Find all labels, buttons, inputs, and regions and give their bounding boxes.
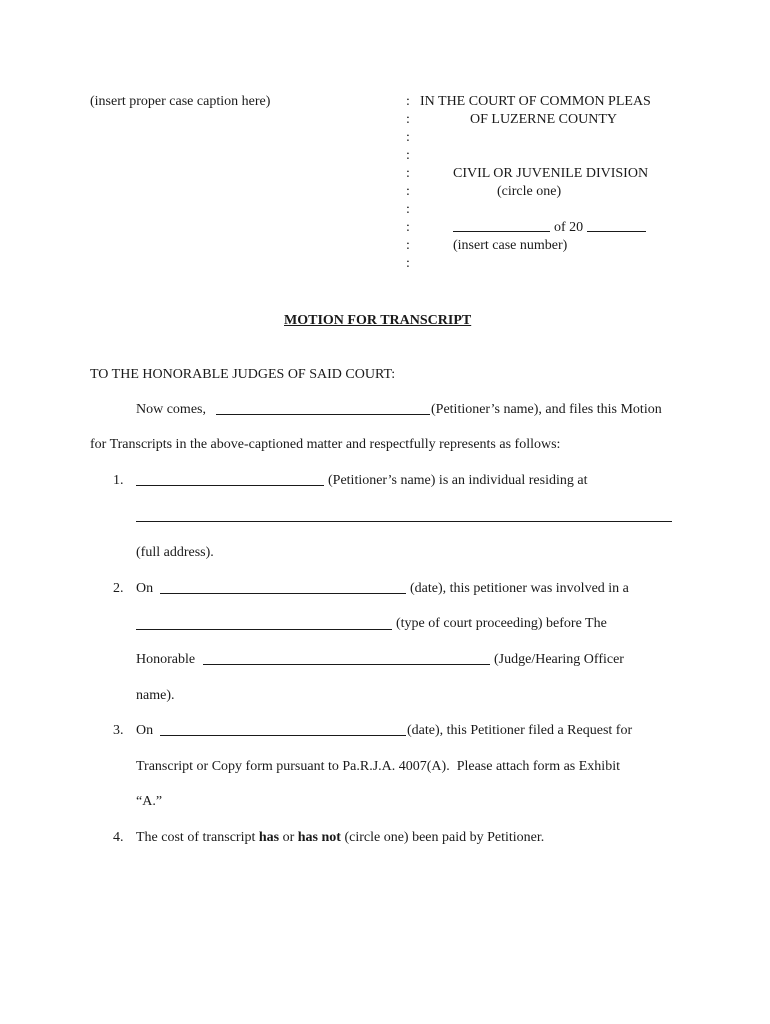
item-text: On [136, 581, 154, 596]
item-number: 4. [113, 830, 124, 845]
address-blank[interactable] [136, 521, 672, 522]
item-text: (date), this Petitioner filed a Request for [407, 723, 633, 738]
intro-text: (Petitioner’s name), and files this Motion [431, 402, 662, 417]
item-text-segment: or [282, 830, 295, 845]
item-text: (type of court proceeding) before The [396, 616, 607, 631]
caption-colon: : [406, 148, 410, 163]
item-number: 3. [113, 723, 124, 738]
item-text: (full address). [136, 545, 214, 560]
item-number: 1. [113, 473, 124, 488]
case-number-blank[interactable] [453, 231, 550, 232]
item-text: (Judge/Hearing Officer [494, 652, 624, 667]
caption-colon: : [406, 256, 410, 271]
salutation: TO THE HONORABLE JUDGES OF SAID COURT: [90, 367, 396, 382]
caption-colon: : [406, 94, 410, 109]
petitioner-name-blank[interactable] [136, 485, 324, 486]
item-text: (Petitioner’s name) is an individual residing at [328, 473, 588, 488]
document-title: MOTION FOR TRANSCRIPT [284, 313, 472, 328]
item-text: name). [136, 688, 175, 703]
case-year-blank[interactable] [587, 231, 646, 232]
item-text: “A.” [136, 794, 163, 809]
has-option[interactable]: has [258, 830, 280, 845]
division-label: CIVIL OR JUVENILE DIVISION [453, 166, 649, 181]
case-year-label: of 20 [554, 220, 584, 235]
caption-colon: : [406, 238, 410, 253]
caption-colon: : [406, 184, 410, 199]
county-name: OF LUZERNE COUNTY [470, 112, 617, 127]
case-caption-placeholder: (insert proper case caption here) [90, 94, 271, 109]
item-text: Honorable [136, 652, 196, 667]
caption-colon: : [406, 202, 410, 217]
caption-colon: : [406, 112, 410, 127]
date-blank[interactable] [160, 593, 406, 594]
case-number-note: (insert case number) [453, 238, 568, 253]
item-text [136, 829, 544, 847]
court-name: IN THE COURT OF COMMON PLEAS [420, 94, 651, 109]
intro-text-line2: for Transcripts in the above-captioned matter and respectfully represents as follows: [90, 437, 561, 452]
caption-colon: : [406, 130, 410, 145]
petitioner-name-blank[interactable] [216, 414, 430, 415]
has-not-option[interactable]: has not [297, 830, 341, 845]
caption-colon: : [406, 166, 410, 181]
item-text: Transcript or Copy form pursuant to Pa.R.J.A. 4007(A). Please attach form as Exhibit [136, 759, 620, 774]
item-number: 2. [113, 581, 124, 596]
judge-name-blank[interactable] [203, 664, 490, 665]
division-note: (circle one) [497, 184, 562, 199]
item-text-segment: The cost of transcript [136, 830, 256, 845]
item-text: On [136, 723, 154, 738]
caption-colon: : [406, 220, 410, 235]
item-text-segment: (circle one) been paid by Petitioner. [344, 830, 545, 845]
proceeding-type-blank[interactable] [136, 629, 392, 630]
intro-now-comes: Now comes, [136, 402, 206, 417]
request-date-blank[interactable] [160, 735, 406, 736]
item-text: (date), this petitioner was involved in a [410, 581, 629, 596]
